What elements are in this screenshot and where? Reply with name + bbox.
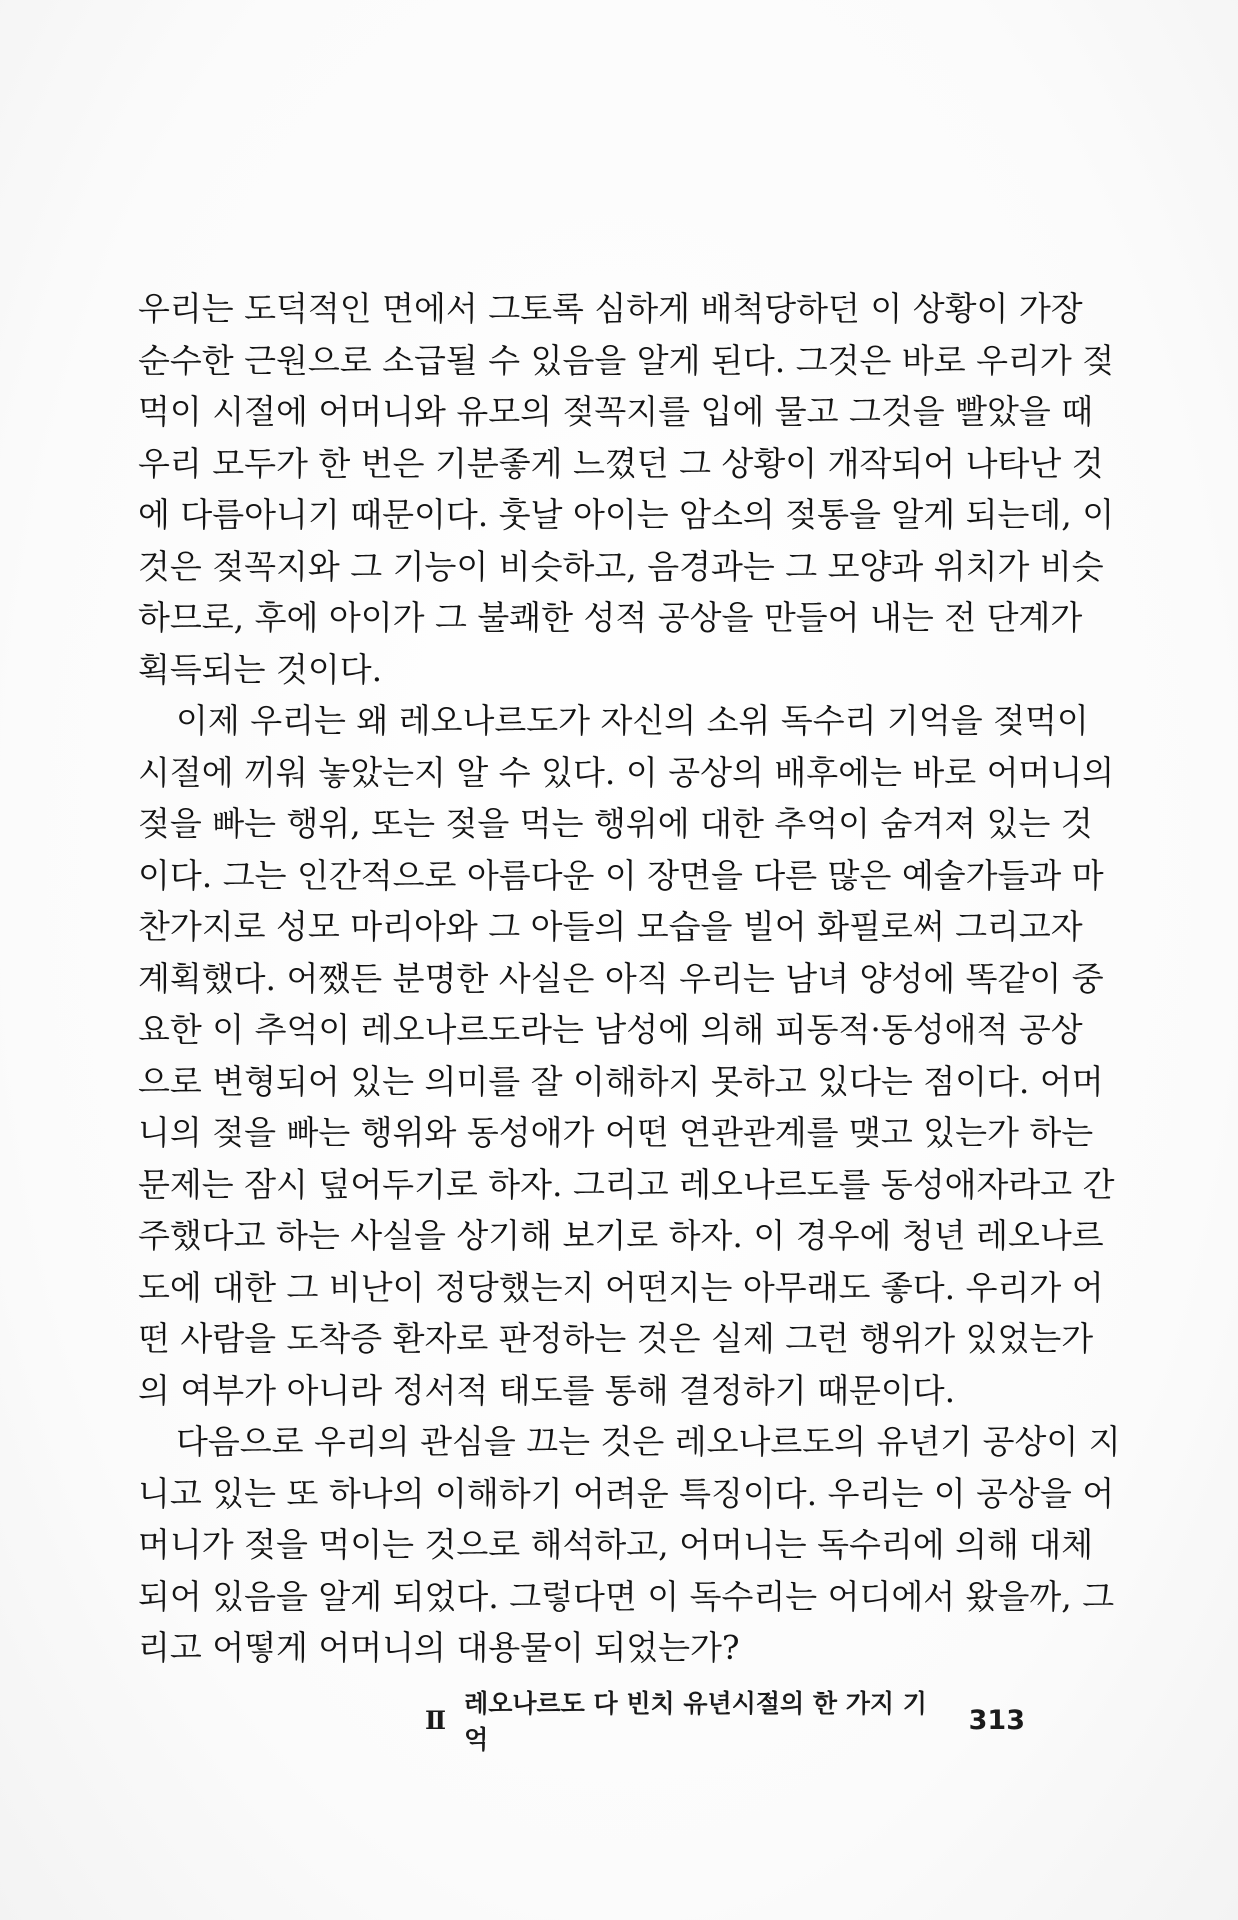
text-line: 것은 젖꼭지와 그 기능이 비슷하고, 음경과는 그 모양과 위치가 비슷 bbox=[138, 546, 1104, 586]
text-line: 에 다름아니기 때문이다. 훗날 아이는 암소의 젖통을 알게 되는데, 이 bbox=[138, 495, 1115, 534]
text-line: 문제는 잠시 덮어두기로 하자. 그리고 레오나르도를 동성애자라고 간 bbox=[138, 1164, 1115, 1204]
text-line: 시절에 끼워 놓았는지 알 수 있다. 이 공상의 배후에는 바로 어머니의 bbox=[138, 752, 1115, 792]
text-line: 우리는 도덕적인 면에서 그토록 심하게 배척당하던 이 상황이 가장 bbox=[138, 289, 1083, 328]
text-line: 젖을 빠는 행위, 또는 젖을 먹는 행위에 대한 추억이 숨겨져 있는 것 bbox=[138, 804, 1093, 843]
running-footer bbox=[425, 1689, 1025, 1754]
text-line: 의 여부가 아니라 정서적 태도를 통해 결정하기 때문이다. bbox=[138, 1370, 956, 1410]
text-line: 리고 어떻게 어머니의 대용물이 되었는가? bbox=[138, 1628, 740, 1667]
text-line: 먹이 시절에 어머니와 유모의 젖꼭지를 입에 물고 그것을 빨았을 때 bbox=[138, 392, 1094, 431]
text-line: 되어 있음을 알게 되었다. 그렇다면 이 독수리는 어디에서 왔을까, 그 bbox=[138, 1576, 1115, 1616]
text-line: 순수한 근원으로 소급될 수 있음을 알게 된다. 그것은 바로 우리가 젖 bbox=[138, 340, 1115, 380]
text-line: 도에 대한 그 비난이 정당했는지 어떤지는 아무래도 좋다. 우리가 어 bbox=[138, 1267, 1104, 1307]
text-line: 니의 젖을 빠는 행위와 동성애가 어떤 연관관계를 맺고 있는가 하는 bbox=[138, 1113, 1094, 1152]
text-line: 우리 모두가 한 번은 기분좋게 느꼈던 그 상황이 개작되어 나타난 것 bbox=[138, 443, 1104, 483]
paragraph-1 bbox=[138, 283, 1115, 695]
text-line: 찬가지로 성모 마리아와 그 아들의 모습을 빌어 화필로써 그리고자 bbox=[138, 907, 1083, 946]
chapter-title: 레오나르도 다 빈치 유년시절의 한 가지 기억 bbox=[464, 1689, 927, 1754]
text-line: 요한 이 추억이 레오나르도라는 남성에 의해 피동적·동성애적 공상 bbox=[138, 1010, 1083, 1049]
paragraph-2 bbox=[138, 695, 1115, 1416]
text-line: 니고 있는 또 하나의 이해하기 어려운 특징이다. 우리는 이 공상을 어 bbox=[138, 1473, 1115, 1513]
text-line: 머니가 젖을 먹이는 것으로 해석하고, 어머니는 독수리에 의해 대체 bbox=[138, 1525, 1094, 1564]
paragraph-3 bbox=[138, 1416, 1121, 1674]
text-line: 다음으로 우리의 관심을 끄는 것은 레오나르도의 유년기 공상이 지 bbox=[176, 1422, 1121, 1461]
chapter-numeral: Ⅱ bbox=[425, 1705, 447, 1735]
text-line: 계획했다. 어쨌든 분명한 사실은 아직 우리는 남녀 양성에 똑같이 중 bbox=[138, 958, 1104, 998]
page-number: 313 bbox=[968, 1704, 1025, 1736]
text-line: 획득되는 것이다. bbox=[138, 649, 383, 689]
body-text bbox=[138, 283, 1121, 1674]
text-line: 으로 변형되어 있는 의미를 잘 이해하지 못하고 있다는 점이다. 어머 bbox=[138, 1061, 1104, 1101]
text-line: 하므로, 후에 아이가 그 불쾌한 성적 공상을 만들어 내는 전 단계가 bbox=[138, 598, 1083, 637]
text-line: 이제 우리는 왜 레오나르도가 자신의 소위 독수리 기억을 젖먹이 bbox=[176, 701, 1089, 740]
text-line: 주했다고 하는 사실을 상기해 보기로 하자. 이 경우에 청년 레오나르 bbox=[138, 1216, 1104, 1255]
text-line: 이다. 그는 인간적으로 아름다운 이 장면을 다른 많은 예술가들과 마 bbox=[138, 855, 1104, 895]
text-line: 떤 사람을 도착증 환자로 판정하는 것은 실제 그런 행위가 있었는가 bbox=[138, 1319, 1094, 1358]
